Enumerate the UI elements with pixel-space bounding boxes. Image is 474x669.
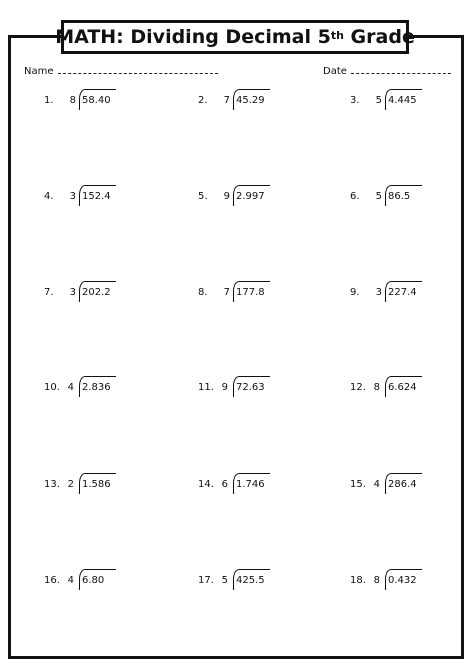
dividend: 202.2 [82,287,111,298]
dividend: 86.5 [388,191,411,202]
problem-number: 10. [44,382,60,393]
division-problem [198,569,288,593]
division-problem [44,281,134,305]
division-problem [44,569,134,593]
divisor: 7 [223,95,230,106]
divisor: 8 [373,575,380,586]
dividend: 177.8 [236,287,265,298]
worksheet-title [55,20,415,54]
division-problem [350,376,440,400]
dividend: 227.4 [388,287,417,298]
problem-number: 5. [198,191,208,202]
problem-number: 12. [350,382,366,393]
divisor: 5 [221,575,228,586]
dividend: 2.997 [236,191,265,202]
divisor: 4 [373,479,380,490]
division-problem [44,473,134,497]
problem-number: 8. [198,287,208,298]
division-problem [198,473,288,497]
problem-number: 11. [198,382,214,393]
problem-number: 9. [350,287,360,298]
divisor: 8 [373,382,380,393]
dividend: 58.40 [82,95,111,106]
dividend: 0.432 [388,575,417,586]
name-field[interactable] [24,64,218,77]
worksheet-border [8,35,464,659]
title-text: MATH: Dividing Decimal 5 [55,26,331,48]
problem-number: 13. [44,479,60,490]
divisor: 5 [375,191,382,202]
divisor: 8 [69,95,76,106]
divisor: 6 [221,479,228,490]
problem-number: 17. [198,575,214,586]
divisor: 5 [375,95,382,106]
dividend: 72.63 [236,382,265,393]
divisor: 3 [375,287,382,298]
divisor: 2 [67,479,74,490]
divisor: 3 [69,191,76,202]
problem-number: 3. [350,95,360,106]
problem-number: 1. [44,95,54,106]
date-field[interactable] [323,64,451,77]
dividend: 152.4 [82,191,111,202]
problem-number: 16. [44,575,60,586]
division-problem [198,376,288,400]
dividend: 4.445 [388,95,417,106]
problem-number: 15. [350,479,366,490]
divisor: 9 [223,191,230,202]
title-suffix: Grade [343,26,415,48]
division-problem [44,185,134,209]
division-problem [350,185,440,209]
division-problem [44,376,134,400]
divisor: 4 [67,382,74,393]
name-line[interactable] [58,64,218,74]
division-problem [198,185,288,209]
divisor: 7 [223,287,230,298]
division-problem [350,473,440,497]
problem-number: 7. [44,287,54,298]
divisor: 3 [69,287,76,298]
divisor: 9 [221,382,228,393]
dividend: 1.746 [236,479,265,490]
division-problem [350,89,440,113]
division-problem [198,281,288,305]
division-problem [350,569,440,593]
dividend: 286.4 [388,479,417,490]
dividend: 425.5 [236,575,265,586]
problem-number: 4. [44,191,54,202]
date-line[interactable] [351,64,451,74]
division-problem [350,281,440,305]
dividend: 6.624 [388,382,417,393]
problem-number: 14. [198,479,214,490]
dividend: 1.586 [82,479,111,490]
division-problem [44,89,134,113]
problem-number: 2. [198,95,208,106]
name-label: Name [24,66,54,77]
problem-number: 6. [350,191,360,202]
title-superscript: th [330,28,344,42]
divisor: 4 [67,575,74,586]
date-label: Date [323,66,347,77]
division-problem [198,89,288,113]
problem-number: 18. [350,575,366,586]
dividend: 6.80 [82,575,105,586]
dividend: 2.836 [82,382,111,393]
dividend: 45.29 [236,95,265,106]
